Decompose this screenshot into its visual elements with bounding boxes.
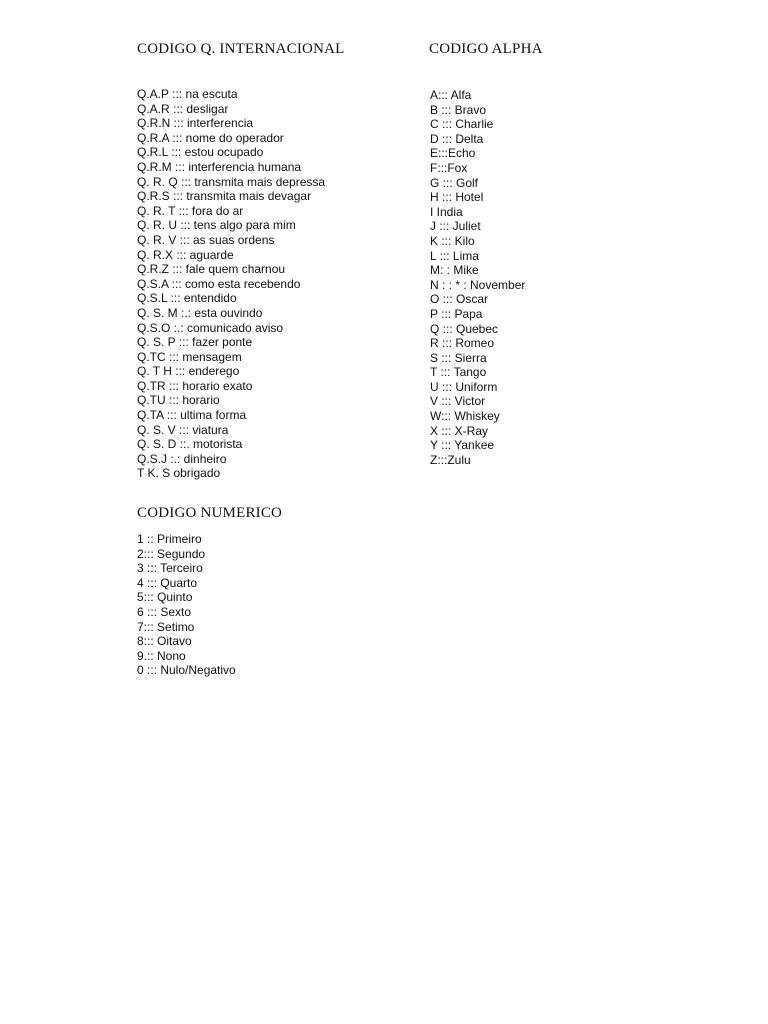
code-list-item: O ::: Oscar [430,292,489,307]
code-list-item: X ::: X-Ray [430,423,489,438]
code-list-item: Q.A.P ::: na escuta [137,87,238,101]
alpha-code-list [430,88,525,467]
code-list-item: D ::: Delta [430,131,484,146]
q-code-heading: CODIGO Q. INTERNACIONAL [137,41,345,57]
code-list-item: Q.R.M ::: interferencia humana [137,159,302,174]
code-list-item: Q.R.A ::: nome do operador [137,130,284,145]
q-code-list [137,87,325,481]
code-list-item: Q ::: Quebec [430,321,499,336]
code-list-item: Q. R. V ::: as suas ordens [137,232,275,247]
code-list-item: Q.TR ::: horario exato [137,378,253,393]
code-list-item: S ::: Sierra [430,350,487,365]
code-list-item: Q.S.A ::: como esta recebendo [137,276,301,291]
numeric-code-heading: CODIGO NUMERICO [137,505,283,521]
code-list-item: 3 ::: Terceiro [137,561,203,576]
code-list-item: Q.TU ::: horario [137,393,220,408]
code-list-item: F:::Fox [430,160,468,175]
code-list-item: Q. R. U ::: tens algo para mim [137,218,296,233]
code-list-item: H ::: Hotel [430,190,484,205]
code-list-item: Q. T H ::: enderego [137,364,240,379]
code-list-item: Q. S. M :.: esta ouvindo [137,305,263,320]
code-list-item: T K. S obrigado [137,466,221,481]
code-list-item: W::: Whiskey [430,409,500,424]
code-list-item: Z:::Zulu [430,452,471,467]
code-list-item: Q.R.L ::: estou ocupado [137,145,264,160]
code-list-item: 5::: Quinto [137,590,193,605]
code-list-item: V ::: Victor [430,394,486,409]
code-list-item: L ::: Lima [430,248,479,263]
code-list-item: Q.S.O :.: comunicado aviso [137,320,284,335]
code-list-item: I India [430,204,463,219]
code-list-item: P ::: Papa [430,306,483,321]
code-list-item: G ::: Golf [430,175,479,190]
code-list-item: Q.R.Z ::: fale quem charnou [137,262,286,277]
code-list-item: 7::: Setimo [137,619,195,634]
code-list-item: Q.R.N ::: interferencia [137,116,254,131]
code-list-item: Q.A.R ::: desligar [137,101,229,116]
code-list-item: 6 ::: Sexto [137,604,192,619]
code-list-item: R ::: Romeo [430,336,495,351]
numeric-code-list [137,532,236,678]
code-list-item: 9.:: Nono [137,648,186,663]
code-list-item: 1 :: Primeiro [137,532,202,546]
code-list-item: N : : * : November [430,277,526,292]
code-list-item: E:::Echo [430,146,476,161]
code-list-item: T ::: Tango [430,365,487,380]
code-list-item: Q.S.L ::: entendido [137,291,237,306]
code-list-item: A::: Alfa [430,88,472,102]
code-list-item: K ::: Kilo [430,233,475,248]
code-list-item: 0 ::: Nulo/Negativo [137,663,236,678]
code-list-item: Q. S. V ::: viatura [137,422,229,437]
code-list-item: B ::: Bravo [430,102,487,117]
code-list-item: Q. R. T ::: fora do ar [137,203,244,218]
code-list-item: Y ::: Yankee [430,438,495,453]
code-list-item: J ::: Juliet [430,219,481,234]
code-list-item: Q. R.X ::: aguarde [137,247,234,262]
code-list-item: Q.S.J :.: dinheiro [137,451,227,466]
alpha-code-heading: CODIGO ALPHA [429,41,543,57]
code-list-item: Q.TC ::: mensagem [137,349,242,364]
code-list-item: U ::: Uniform [430,379,498,394]
code-list-item: Q.TA ::: ultima forma [137,408,247,423]
code-list-item: Q. S. P ::: fazer ponte [137,335,253,350]
code-list-item: Q. R. Q ::: transmita mais depressa [137,174,326,189]
code-list-item: 8::: Oitavo [137,634,192,649]
code-list-item: M: : Mike [430,263,479,278]
code-list-item: Q.R.S ::: transmita mais devagar [137,189,312,204]
code-list-item: C ::: Charlie [430,117,494,132]
code-list-item: 4 ::: Quarto [137,575,198,590]
code-list-item: 2::: Segundo [137,546,206,561]
code-list-item: Q. S. D ::. motorista [137,437,243,452]
